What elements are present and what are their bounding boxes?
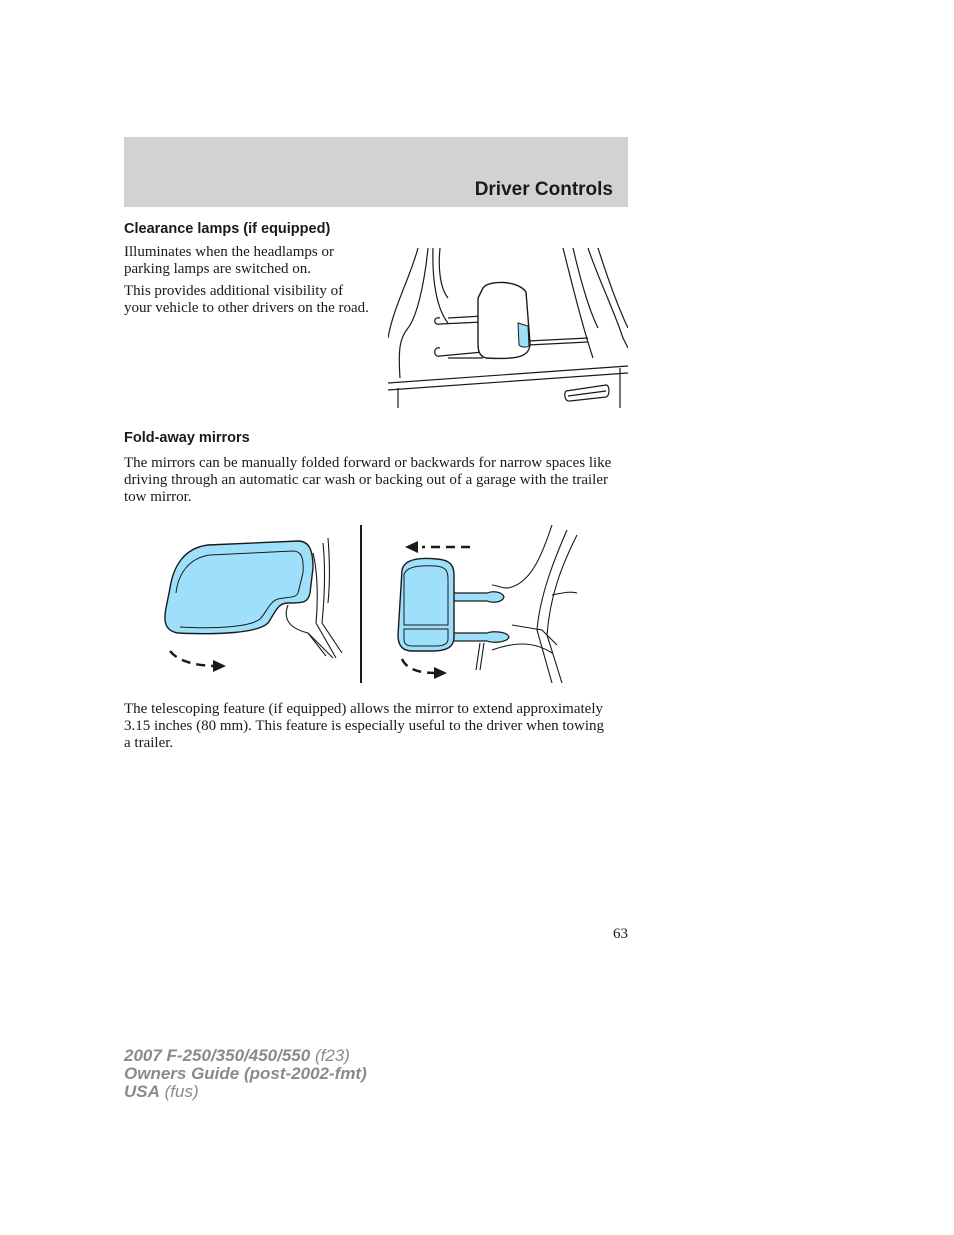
clearance-lamps-heading: Clearance lamps (if equipped) xyxy=(124,221,331,237)
footer-line-3: USA (fus) xyxy=(124,1082,199,1101)
mirror-fold-backward-illustration xyxy=(158,533,348,683)
fold-away-mirrors-paragraph-2: The telescoping feature (if equipped) allows the mirror to extend approximately 3.15 inches (80 mm). This feature is especially useful to the driver when towing a trailer. xyxy=(124,701,605,751)
document-footer xyxy=(124,1047,367,1101)
fold-away-mirrors-paragraph-1: The mirrors can be manually folded forward or backwards for narrow spaces like driving through an automatic car wash or backing out of a garage with the trailer tow mirror. xyxy=(124,455,612,505)
fold-forward-arrow xyxy=(405,541,470,553)
trailer-mirror-fold-forward-illustration xyxy=(392,525,582,683)
section-title: Driver Controls xyxy=(474,179,613,200)
swing-arrow xyxy=(402,659,447,679)
figure-divider xyxy=(360,525,362,683)
clearance-lamp-mirror-illustration xyxy=(388,248,628,408)
page-number: 63 xyxy=(613,926,628,942)
fold-backward-arrow xyxy=(170,651,226,672)
fold-away-mirrors-heading: Fold-away mirrors xyxy=(124,430,250,446)
footer-line-2: Owners Guide (post-2002-fmt) xyxy=(124,1064,367,1083)
section-header-band xyxy=(124,137,628,207)
clearance-lamps-paragraph-2: This provides additional visibility of your vehicle to other drivers on the road. xyxy=(124,283,369,316)
footer-line-1: 2007 F-250/350/450/550 (f23) xyxy=(124,1046,350,1065)
clearance-lamps-paragraph-1: Illuminates when the headlamps or parking lamps are switched on. xyxy=(124,244,334,277)
